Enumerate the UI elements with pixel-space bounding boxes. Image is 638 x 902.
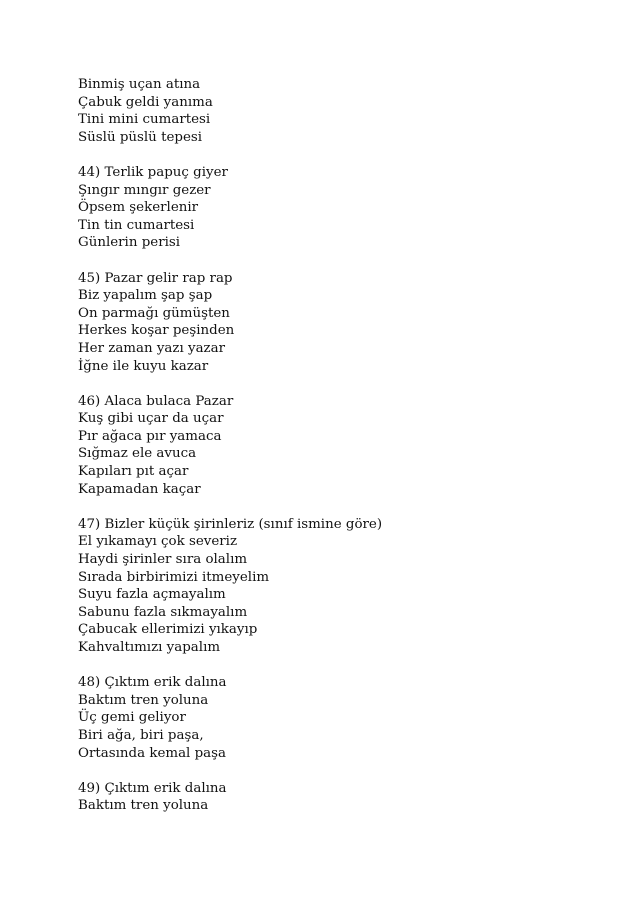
- poem-line: 48) Çıktım erik dalına: [78, 675, 227, 691]
- poem-line: Günlerin perisi: [78, 235, 181, 251]
- poem-line: Ortasında kemal paşa: [78, 745, 227, 761]
- poem-line: Baktım tren yoluna: [78, 798, 209, 814]
- poem-line: Sırada birbirimizi itmeyelim: [78, 569, 270, 585]
- poem-line: Haydi şirinler sıra olalım: [78, 552, 248, 568]
- poem-line: 45) Pazar gelir rap rap: [78, 270, 233, 286]
- stanza: [78, 393, 598, 499]
- stanza: [78, 674, 598, 762]
- poem-line: İğne ile kuyu kazar: [78, 358, 209, 374]
- poem-line: Şıngır mıngır gezer: [78, 182, 211, 198]
- poem-line: Üç gemi geliyor: [78, 710, 186, 726]
- poem-line: Pır ağaca pır yamaca: [78, 428, 222, 444]
- poem-line: Tin tin cumartesi: [78, 217, 195, 233]
- poem-line: 49) Çıktım erik dalına: [78, 780, 227, 796]
- poem-line: Kuş gibi uçar da uçar: [78, 411, 224, 427]
- poem-line: Kapıları pıt açar: [78, 464, 189, 480]
- poem-line: 47) Bizler küçük şirinleriz (sınıf ismine göre): [78, 516, 383, 532]
- stanza: [78, 76, 598, 146]
- poem-line: Çabuk geldi yanıma: [78, 94, 213, 110]
- poem-body: [78, 76, 598, 833]
- poem-line: On parmağı gümüşten: [78, 305, 230, 321]
- poem-line: El yıkamayı çok severiz: [78, 534, 238, 550]
- stanza: [78, 516, 598, 657]
- poem-line: 46) Alaca bulaca Pazar: [78, 393, 234, 409]
- poem-line: Binmiş uçan atına: [78, 77, 201, 92]
- stanza: [78, 780, 598, 815]
- poem-line: 44) Terlik papuç giyer: [78, 164, 228, 180]
- poem-line: Suyu fazla açmayalım: [78, 587, 226, 603]
- poem-line: Süslü püslü tepesi: [78, 129, 203, 145]
- poem-line: Öpsem şekerlenir: [78, 200, 199, 216]
- poem-line: Tini mini cumartesi: [78, 112, 211, 128]
- poem-line: Biz yapalım şap şap: [78, 288, 213, 304]
- poem-line: Kapamadan kaçar: [78, 481, 201, 497]
- poem-line: Sabunu fazla sıkmayalım: [78, 604, 248, 620]
- poem-line: Biri ağa, biri paşa,: [78, 727, 204, 743]
- poem-line: Sığmaz ele avuca: [78, 446, 197, 462]
- stanza: [78, 270, 598, 376]
- poem-line: Çabucak ellerimizi yıkayıp: [78, 622, 258, 638]
- poem-line: Baktım tren yoluna: [78, 692, 209, 708]
- poem-line: Herkes koşar peşinden: [78, 323, 235, 339]
- poem-line: Her zaman yazı yazar: [78, 340, 225, 356]
- poem-line: Kahvaltımızı yapalım: [78, 640, 221, 655]
- stanza: [78, 164, 598, 252]
